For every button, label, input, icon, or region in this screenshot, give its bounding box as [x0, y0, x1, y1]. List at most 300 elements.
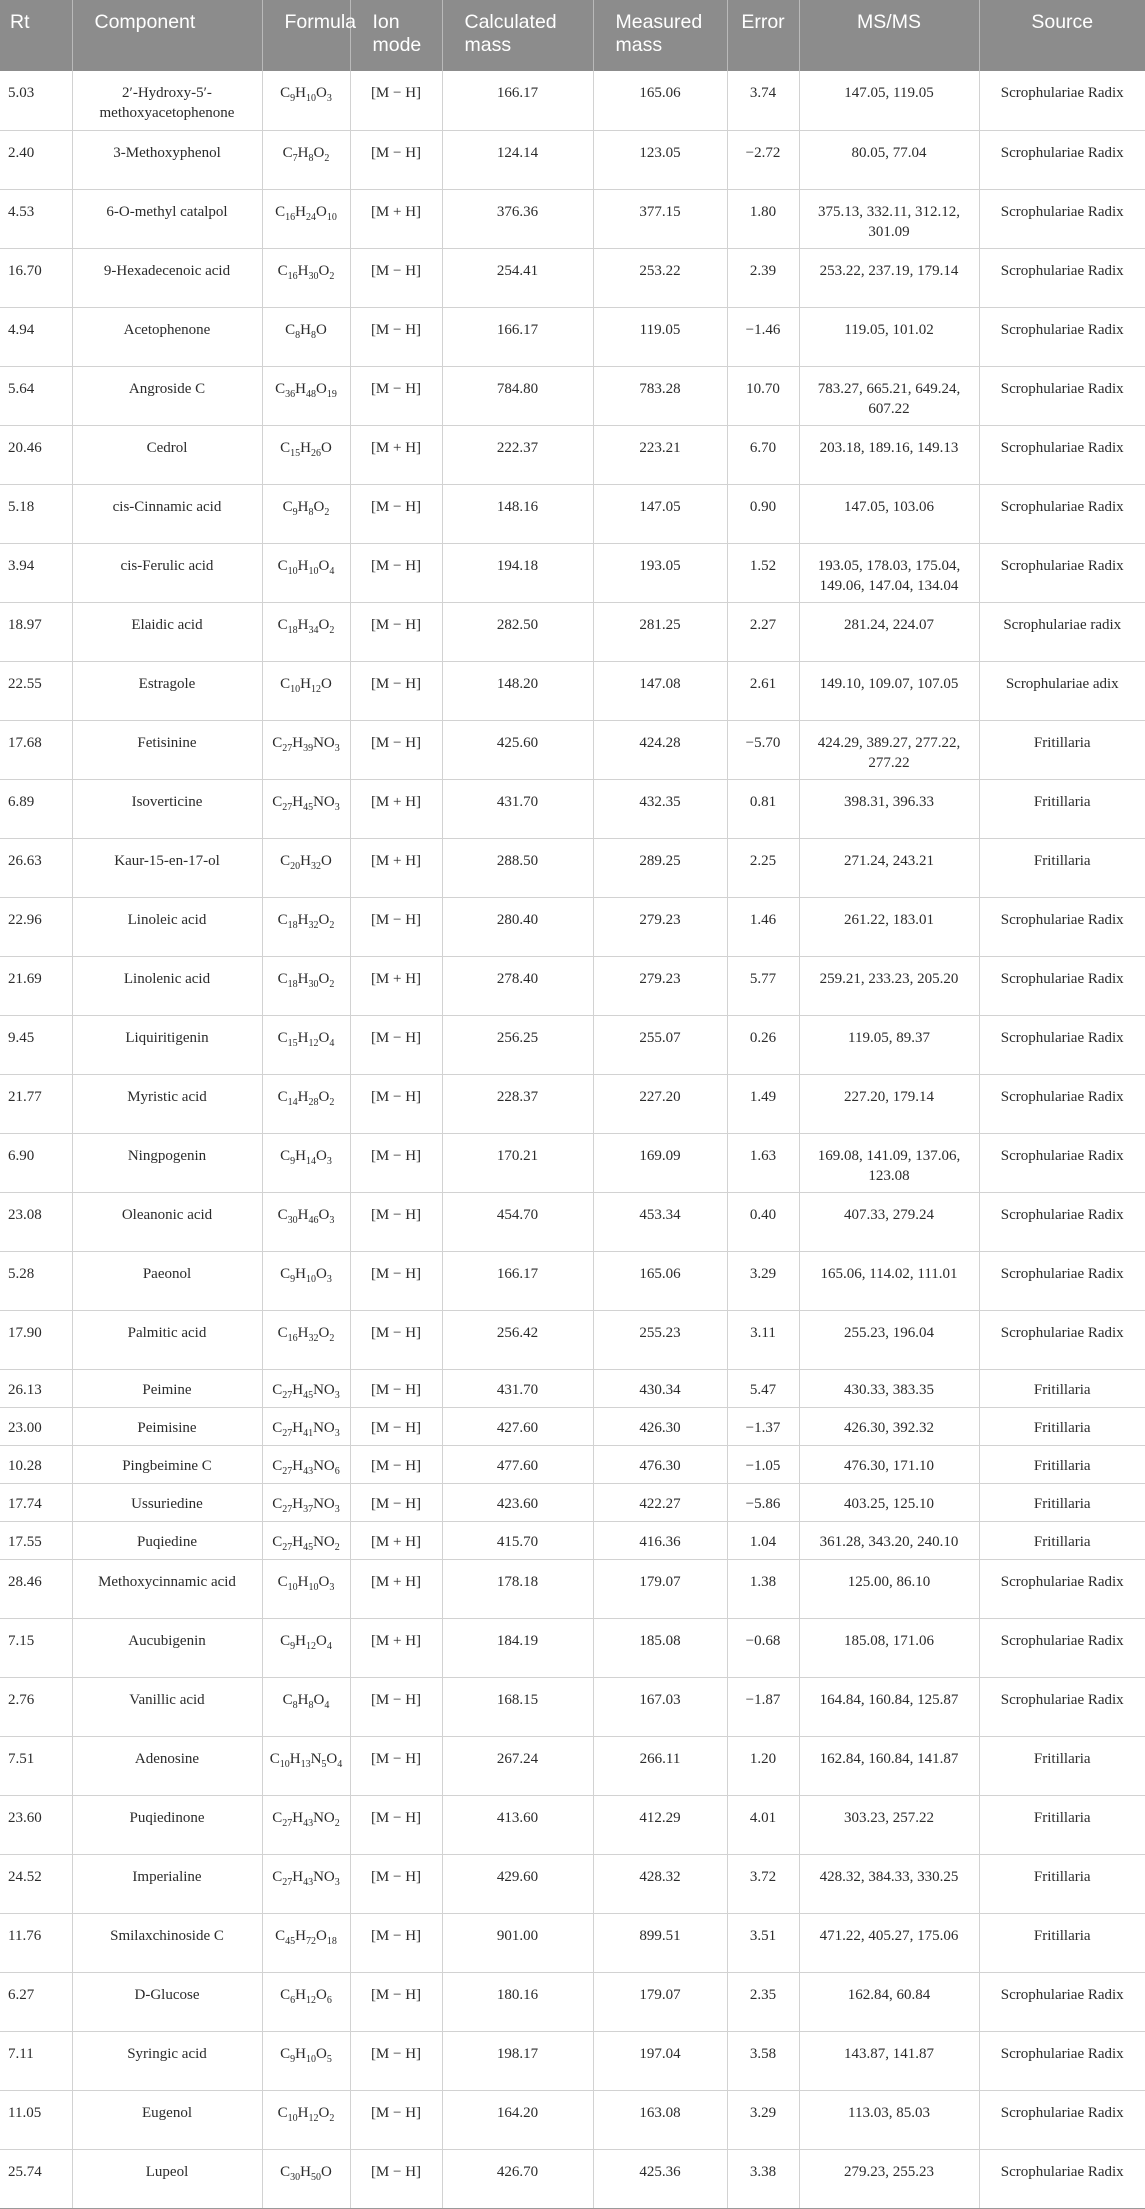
cell-component: Liquiritigenin	[72, 1015, 262, 1074]
cell-error: 1.38	[727, 1559, 799, 1618]
header-calculated-mass: Calculated mass	[442, 0, 593, 71]
cell-ion-mode: [M − H]	[350, 2031, 442, 2090]
cell-error: −1.37	[727, 1407, 799, 1445]
cell-ms-ms: 279.23, 255.23	[799, 2149, 979, 2208]
cell-ms-ms: 253.22, 237.19, 179.14	[799, 248, 979, 307]
table-row	[0, 1251, 1145, 1310]
cell-ion-mode: [M − H]	[350, 1972, 442, 2031]
cell-calculated-mass: 282.50	[442, 602, 593, 661]
cell-ion-mode: [M − H]	[350, 2090, 442, 2149]
cell-measured-mass: 119.05	[593, 307, 727, 366]
cell-component: 9-Hexadecenoic acid	[72, 248, 262, 307]
cell-calculated-mass: 148.20	[442, 661, 593, 720]
cell-rt: 17.90	[0, 1310, 72, 1369]
cell-calculated-mass: 454.70	[442, 1192, 593, 1251]
cell-formula: $C_{16}H_{30}O_2$	[262, 248, 350, 307]
cell-component: Vanillic acid	[72, 1677, 262, 1736]
cell-component: Angroside C	[72, 366, 262, 425]
cell-formula: $C_{30}H_{46}O_3$	[262, 1192, 350, 1251]
cell-rt: 20.46	[0, 425, 72, 484]
cell-ms-ms: 403.25, 125.10	[799, 1483, 979, 1521]
cell-ms-ms: 476.30, 171.10	[799, 1445, 979, 1483]
cell-measured-mass: 193.05	[593, 543, 727, 602]
cell-measured-mass: 266.11	[593, 1736, 727, 1795]
cell-source: Scrophulariae Radix	[979, 425, 1145, 484]
cell-source: Scrophulariae Radix	[979, 1015, 1145, 1074]
cell-ion-mode: [M − H]	[350, 1407, 442, 1445]
cell-source: Scrophulariae Radix	[979, 2149, 1145, 2208]
cell-ms-ms: 407.33, 279.24	[799, 1192, 979, 1251]
cell-measured-mass: 147.08	[593, 661, 727, 720]
cell-ms-ms: 227.20, 179.14	[799, 1074, 979, 1133]
table-row	[0, 956, 1145, 1015]
cell-ms-ms: 783.27, 665.21, 649.24, 607.22	[799, 366, 979, 425]
cell-measured-mass: 899.51	[593, 1913, 727, 1972]
cell-ion-mode: [M − H]	[350, 1445, 442, 1483]
cell-source: Scrophulariae Radix	[979, 1074, 1145, 1133]
cell-source: Scrophulariae Radix	[979, 1192, 1145, 1251]
cell-formula: $C_{27}H_{45}NO_3$	[262, 1369, 350, 1407]
cell-error: 3.29	[727, 2090, 799, 2149]
cell-rt: 23.60	[0, 1795, 72, 1854]
cell-component: Adenosine	[72, 1736, 262, 1795]
cell-source: Scrophulariae Radix	[979, 897, 1145, 956]
table-row	[0, 1074, 1145, 1133]
table-row	[0, 2149, 1145, 2208]
cell-source: Fritillaria	[979, 1483, 1145, 1521]
cell-formula: $C_{10}H_{12}O_2$	[262, 2090, 350, 2149]
cell-source: Fritillaria	[979, 1407, 1145, 1445]
cell-component: Elaidic acid	[72, 602, 262, 661]
cell-error: −2.72	[727, 130, 799, 189]
cell-measured-mass: 165.06	[593, 1251, 727, 1310]
cell-component: Kaur-15-en-17-ol	[72, 838, 262, 897]
cell-ion-mode: [M + H]	[350, 1521, 442, 1559]
cell-source: Scrophulariae Radix	[979, 130, 1145, 189]
cell-rt: 5.03	[0, 71, 72, 130]
cell-source: Fritillaria	[979, 720, 1145, 779]
cell-ion-mode: [M − H]	[350, 1192, 442, 1251]
cell-rt: 25.74	[0, 2149, 72, 2208]
cell-component: Fetisinine	[72, 720, 262, 779]
cell-formula: $C_{18}H_{30}O_2$	[262, 956, 350, 1015]
cell-formula: $C_{10}H_{13}N_5O_4$	[262, 1736, 350, 1795]
cell-calculated-mass: 180.16	[442, 1972, 593, 2031]
table-row	[0, 1192, 1145, 1251]
cell-error: 1.20	[727, 1736, 799, 1795]
cell-formula: $C_{10}H_{10}O_3$	[262, 1559, 350, 1618]
cell-formula: $C_{36}H_{48}O_{19}$	[262, 366, 350, 425]
cell-rt: 23.00	[0, 1407, 72, 1445]
table-row	[0, 897, 1145, 956]
cell-error: 3.38	[727, 2149, 799, 2208]
table-row	[0, 1913, 1145, 1972]
table-row	[0, 779, 1145, 838]
cell-formula: $C_{15}H_{26}O$	[262, 425, 350, 484]
cell-ion-mode: [M + H]	[350, 956, 442, 1015]
cell-error: −5.70	[727, 720, 799, 779]
cell-source: Scrophulariae Radix	[979, 307, 1145, 366]
cell-ms-ms: 261.22, 183.01	[799, 897, 979, 956]
cell-calculated-mass: 256.25	[442, 1015, 593, 1074]
table-row	[0, 484, 1145, 543]
cell-rt: 22.55	[0, 661, 72, 720]
cell-source: Fritillaria	[979, 779, 1145, 838]
header-row	[0, 0, 1145, 71]
cell-component: Linolenic acid	[72, 956, 262, 1015]
cell-measured-mass: 123.05	[593, 130, 727, 189]
table-row	[0, 2031, 1145, 2090]
cell-source: Scrophulariae Radix	[979, 189, 1145, 248]
cell-component: cis-Ferulic acid	[72, 543, 262, 602]
cell-ion-mode: [M − H]	[350, 661, 442, 720]
cell-ion-mode: [M − H]	[350, 366, 442, 425]
cell-measured-mass: 253.22	[593, 248, 727, 307]
cell-ms-ms: 149.10, 109.07, 107.05	[799, 661, 979, 720]
cell-calculated-mass: 124.14	[442, 130, 593, 189]
cell-source: Fritillaria	[979, 838, 1145, 897]
table-row	[0, 1618, 1145, 1677]
cell-component: Peimine	[72, 1369, 262, 1407]
cell-component: Linoleic acid	[72, 897, 262, 956]
cell-component: cis-Cinnamic acid	[72, 484, 262, 543]
cell-measured-mass: 279.23	[593, 897, 727, 956]
cell-source: Scrophulariae Radix	[979, 1618, 1145, 1677]
cell-formula: $C_9H_{10}O_5$	[262, 2031, 350, 2090]
cell-component: Puqiedine	[72, 1521, 262, 1559]
cell-error: −1.87	[727, 1677, 799, 1736]
cell-ms-ms: 162.84, 60.84	[799, 1972, 979, 2031]
cell-formula: $C_9H_{10}O_3$	[262, 1251, 350, 1310]
cell-formula: $C_{20}H_{32}O$	[262, 838, 350, 897]
cell-error: 5.47	[727, 1369, 799, 1407]
cell-rt: 4.94	[0, 307, 72, 366]
cell-measured-mass: 179.07	[593, 1559, 727, 1618]
cell-error: 1.46	[727, 897, 799, 956]
cell-rt: 4.53	[0, 189, 72, 248]
cell-formula: $C_{27}H_{41}NO_3$	[262, 1407, 350, 1445]
cell-measured-mass: 255.23	[593, 1310, 727, 1369]
cell-ion-mode: [M − H]	[350, 1483, 442, 1521]
cell-source: Fritillaria	[979, 1795, 1145, 1854]
cell-component: 3-Methoxyphenol	[72, 130, 262, 189]
cell-source: Scrophulariae Radix	[979, 956, 1145, 1015]
cell-formula: $C_{27}H_{43}NO_6$	[262, 1445, 350, 1483]
cell-source: Scrophulariae Radix	[979, 484, 1145, 543]
cell-error: −5.86	[727, 1483, 799, 1521]
cell-measured-mass: 255.07	[593, 1015, 727, 1074]
cell-component: Palmitic acid	[72, 1310, 262, 1369]
cell-rt: 16.70	[0, 248, 72, 307]
cell-ms-ms: 125.00, 86.10	[799, 1559, 979, 1618]
cell-source: Scrophulariae Radix	[979, 543, 1145, 602]
cell-ms-ms: 430.33, 383.35	[799, 1369, 979, 1407]
cell-calculated-mass: 429.60	[442, 1854, 593, 1913]
table-row	[0, 425, 1145, 484]
cell-error: 1.04	[727, 1521, 799, 1559]
cell-ion-mode: [M − H]	[350, 897, 442, 956]
cell-ion-mode: [M − H]	[350, 1074, 442, 1133]
cell-calculated-mass: 431.70	[442, 1369, 593, 1407]
cell-ion-mode: [M − H]	[350, 602, 442, 661]
cell-calculated-mass: 784.80	[442, 366, 593, 425]
cell-calculated-mass: 415.70	[442, 1521, 593, 1559]
cell-ion-mode: [M + H]	[350, 1559, 442, 1618]
cell-source: Scrophulariae Radix	[979, 1310, 1145, 1369]
cell-ms-ms: 424.29, 389.27, 277.22, 277.22	[799, 720, 979, 779]
cell-measured-mass: 227.20	[593, 1074, 727, 1133]
table-row	[0, 1559, 1145, 1618]
cell-rt: 3.94	[0, 543, 72, 602]
cell-ms-ms: 165.06, 114.02, 111.01	[799, 1251, 979, 1310]
cell-error: 6.70	[727, 425, 799, 484]
table-row	[0, 720, 1145, 779]
cell-ms-ms: 203.18, 189.16, 149.13	[799, 425, 979, 484]
cell-source: Fritillaria	[979, 1736, 1145, 1795]
cell-ms-ms: 193.05, 178.03, 175.04, 149.06, 147.04, 134.04	[799, 543, 979, 602]
cell-ion-mode: [M − H]	[350, 720, 442, 779]
cell-measured-mass: 416.36	[593, 1521, 727, 1559]
cell-formula: $C_{10}H_{12}O$	[262, 661, 350, 720]
cell-source: Fritillaria	[979, 1913, 1145, 1972]
cell-calculated-mass: 288.50	[442, 838, 593, 897]
cell-component: Eugenol	[72, 2090, 262, 2149]
cell-ion-mode: [M − H]	[350, 1677, 442, 1736]
cell-ion-mode: [M − H]	[350, 1736, 442, 1795]
cell-error: 2.25	[727, 838, 799, 897]
cell-ms-ms: 80.05, 77.04	[799, 130, 979, 189]
cell-measured-mass: 426.30	[593, 1407, 727, 1445]
cell-component: Pingbeimine C	[72, 1445, 262, 1483]
cell-error: 0.81	[727, 779, 799, 838]
cell-formula: $C_{27}H_{45}NO_2$	[262, 1521, 350, 1559]
cell-rt: 9.45	[0, 1015, 72, 1074]
table-row	[0, 1521, 1145, 1559]
cell-ion-mode: [M + H]	[350, 779, 442, 838]
table-row	[0, 1310, 1145, 1369]
cell-formula: $C_9H_{10}O_3$	[262, 71, 350, 130]
cell-rt: 5.28	[0, 1251, 72, 1310]
cell-component: Paeonol	[72, 1251, 262, 1310]
cell-formula: $C_{16}H_{24}O_{10}$	[262, 189, 350, 248]
cell-ion-mode: [M + H]	[350, 1618, 442, 1677]
cell-calculated-mass: 194.18	[442, 543, 593, 602]
cell-error: −1.05	[727, 1445, 799, 1483]
cell-ion-mode: [M − H]	[350, 1369, 442, 1407]
cell-ms-ms: 169.08, 141.09, 137.06, 123.08	[799, 1133, 979, 1192]
cell-error: 2.35	[727, 1972, 799, 2031]
cell-source: Scrophulariae Radix	[979, 1677, 1145, 1736]
cell-ion-mode: [M − H]	[350, 71, 442, 130]
cell-measured-mass: 430.34	[593, 1369, 727, 1407]
cell-rt: 10.28	[0, 1445, 72, 1483]
table-row	[0, 248, 1145, 307]
cell-calculated-mass: 423.60	[442, 1483, 593, 1521]
cell-component: Smilaxchinoside C	[72, 1913, 262, 1972]
header-formula: Formula	[262, 0, 350, 71]
cell-source: Fritillaria	[979, 1854, 1145, 1913]
cell-error: 3.29	[727, 1251, 799, 1310]
cell-error: 3.72	[727, 1854, 799, 1913]
cell-source: Scrophulariae Radix	[979, 2090, 1145, 2149]
cell-measured-mass: 169.09	[593, 1133, 727, 1192]
cell-measured-mass: 377.15	[593, 189, 727, 248]
cell-ms-ms: 428.32, 384.33, 330.25	[799, 1854, 979, 1913]
cell-source: Scrophulariae adix	[979, 661, 1145, 720]
cell-calculated-mass: 164.20	[442, 2090, 593, 2149]
cell-source: Scrophulariae Radix	[979, 71, 1145, 130]
table-body	[0, 71, 1145, 2208]
cell-error: −0.68	[727, 1618, 799, 1677]
cell-rt: 21.69	[0, 956, 72, 1015]
cell-calculated-mass: 280.40	[442, 897, 593, 956]
cell-error: 3.51	[727, 1913, 799, 1972]
cell-component: Ussuriedine	[72, 1483, 262, 1521]
cell-calculated-mass: 901.00	[442, 1913, 593, 1972]
cell-measured-mass: 163.08	[593, 2090, 727, 2149]
cell-rt: 11.76	[0, 1913, 72, 1972]
cell-error: 2.39	[727, 248, 799, 307]
cell-ms-ms: 185.08, 171.06	[799, 1618, 979, 1677]
cell-rt: 7.11	[0, 2031, 72, 2090]
cell-error: 3.74	[727, 71, 799, 130]
table-row	[0, 1407, 1145, 1445]
cell-calculated-mass: 166.17	[442, 1251, 593, 1310]
cell-calculated-mass: 166.17	[442, 71, 593, 130]
table-row	[0, 1369, 1145, 1407]
cell-formula: $C_9H_{12}O_4$	[262, 1618, 350, 1677]
cell-calculated-mass: 222.37	[442, 425, 593, 484]
cell-error: 3.11	[727, 1310, 799, 1369]
table-row	[0, 1015, 1145, 1074]
cell-ion-mode: [M − H]	[350, 130, 442, 189]
cell-measured-mass: 281.25	[593, 602, 727, 661]
cell-ms-ms: 303.23, 257.22	[799, 1795, 979, 1854]
cell-rt: 6.90	[0, 1133, 72, 1192]
cell-ms-ms: 398.31, 396.33	[799, 779, 979, 838]
table-row	[0, 1677, 1145, 1736]
table-row	[0, 1445, 1145, 1483]
cell-component: Aucubigenin	[72, 1618, 262, 1677]
cell-formula: $C_{27}H_{37}NO_3$	[262, 1483, 350, 1521]
cell-rt: 18.97	[0, 602, 72, 661]
cell-error: 2.27	[727, 602, 799, 661]
header-measured-mass: Measured mass	[593, 0, 727, 71]
cell-formula: $C_{45}H_{72}O_{18}$	[262, 1913, 350, 1972]
cell-rt: 5.64	[0, 366, 72, 425]
cell-component: Peimisine	[72, 1407, 262, 1445]
header-component: Component	[72, 0, 262, 71]
cell-error: 1.63	[727, 1133, 799, 1192]
cell-calculated-mass: 148.16	[442, 484, 593, 543]
cell-formula: $C_{16}H_{32}O_2$	[262, 1310, 350, 1369]
cell-component: D-Glucose	[72, 1972, 262, 2031]
cell-measured-mass: 167.03	[593, 1677, 727, 1736]
cell-ms-ms: 113.03, 85.03	[799, 2090, 979, 2149]
cell-component: Imperialine	[72, 1854, 262, 1913]
cell-rt: 7.51	[0, 1736, 72, 1795]
cell-error: 0.40	[727, 1192, 799, 1251]
cell-source: Scrophulariae Radix	[979, 1972, 1145, 2031]
cell-formula: $C_{30}H_{50}O$	[262, 2149, 350, 2208]
cell-formula: $C_8H_8O$	[262, 307, 350, 366]
cell-calculated-mass: 425.60	[442, 720, 593, 779]
cell-calculated-mass: 178.18	[442, 1559, 593, 1618]
cell-error: 2.61	[727, 661, 799, 720]
cell-ms-ms: 119.05, 89.37	[799, 1015, 979, 1074]
cell-component: Myristic acid	[72, 1074, 262, 1133]
table-row	[0, 189, 1145, 248]
cell-source: Scrophulariae Radix	[979, 1251, 1145, 1310]
cell-component: Isoverticine	[72, 779, 262, 838]
cell-calculated-mass: 426.70	[442, 2149, 593, 2208]
cell-source: Fritillaria	[979, 1445, 1145, 1483]
cell-calculated-mass: 184.19	[442, 1618, 593, 1677]
cell-formula: $C_9H_{14}O_3$	[262, 1133, 350, 1192]
cell-ion-mode: [M − H]	[350, 484, 442, 543]
cell-formula: $C_{18}H_{34}O_2$	[262, 602, 350, 661]
cell-error: 4.01	[727, 1795, 799, 1854]
cell-calculated-mass: 198.17	[442, 2031, 593, 2090]
cell-measured-mass: 422.27	[593, 1483, 727, 1521]
cell-rt: 5.18	[0, 484, 72, 543]
cell-source: Scrophulariae radix	[979, 602, 1145, 661]
cell-rt: 17.74	[0, 1483, 72, 1521]
cell-component: 6-O-methyl catalpol	[72, 189, 262, 248]
header-rt: Rt	[10, 11, 30, 33]
table-row	[0, 130, 1145, 189]
cell-ms-ms: 119.05, 101.02	[799, 307, 979, 366]
cell-rt: 21.77	[0, 1074, 72, 1133]
cell-ion-mode: [M − H]	[350, 1015, 442, 1074]
cell-error: 1.49	[727, 1074, 799, 1133]
cell-rt: 6.89	[0, 779, 72, 838]
cell-measured-mass: 279.23	[593, 956, 727, 1015]
cell-formula: $C_{18}H_{32}O_2$	[262, 897, 350, 956]
cell-component: Ningpogenin	[72, 1133, 262, 1192]
cell-calculated-mass: 413.60	[442, 1795, 593, 1854]
cell-calculated-mass: 168.15	[442, 1677, 593, 1736]
table-row	[0, 1972, 1145, 2031]
cell-ion-mode: [M − H]	[350, 2149, 442, 2208]
table-row	[0, 2090, 1145, 2149]
cell-ms-ms: 471.22, 405.27, 175.06	[799, 1913, 979, 1972]
cell-component: Oleanonic acid	[72, 1192, 262, 1251]
cell-ms-ms: 361.28, 343.20, 240.10	[799, 1521, 979, 1559]
cell-error: 0.90	[727, 484, 799, 543]
cell-component: Puqiedinone	[72, 1795, 262, 1854]
cell-calculated-mass: 376.36	[442, 189, 593, 248]
cell-ion-mode: [M − H]	[350, 1795, 442, 1854]
cell-rt: 22.96	[0, 897, 72, 956]
cell-rt: 6.27	[0, 1972, 72, 2031]
cell-formula: $C_{27}H_{45}NO_3$	[262, 779, 350, 838]
cell-ms-ms: 281.24, 224.07	[799, 602, 979, 661]
table-row	[0, 307, 1145, 366]
table-row	[0, 543, 1145, 602]
cell-component: 2′-Hydroxy-5′-methoxyacetophenone	[72, 71, 262, 130]
cell-measured-mass: 197.04	[593, 2031, 727, 2090]
cell-ms-ms: 162.84, 160.84, 141.87	[799, 1736, 979, 1795]
cell-rt: 28.46	[0, 1559, 72, 1618]
cell-formula: $C_7H_8O_2$	[262, 130, 350, 189]
cell-ion-mode: [M + H]	[350, 425, 442, 484]
cell-ion-mode: [M − H]	[350, 543, 442, 602]
cell-measured-mass: 783.28	[593, 366, 727, 425]
cell-error: 1.80	[727, 189, 799, 248]
cell-ion-mode: [M + H]	[350, 838, 442, 897]
cell-ms-ms: 147.05, 119.05	[799, 71, 979, 130]
